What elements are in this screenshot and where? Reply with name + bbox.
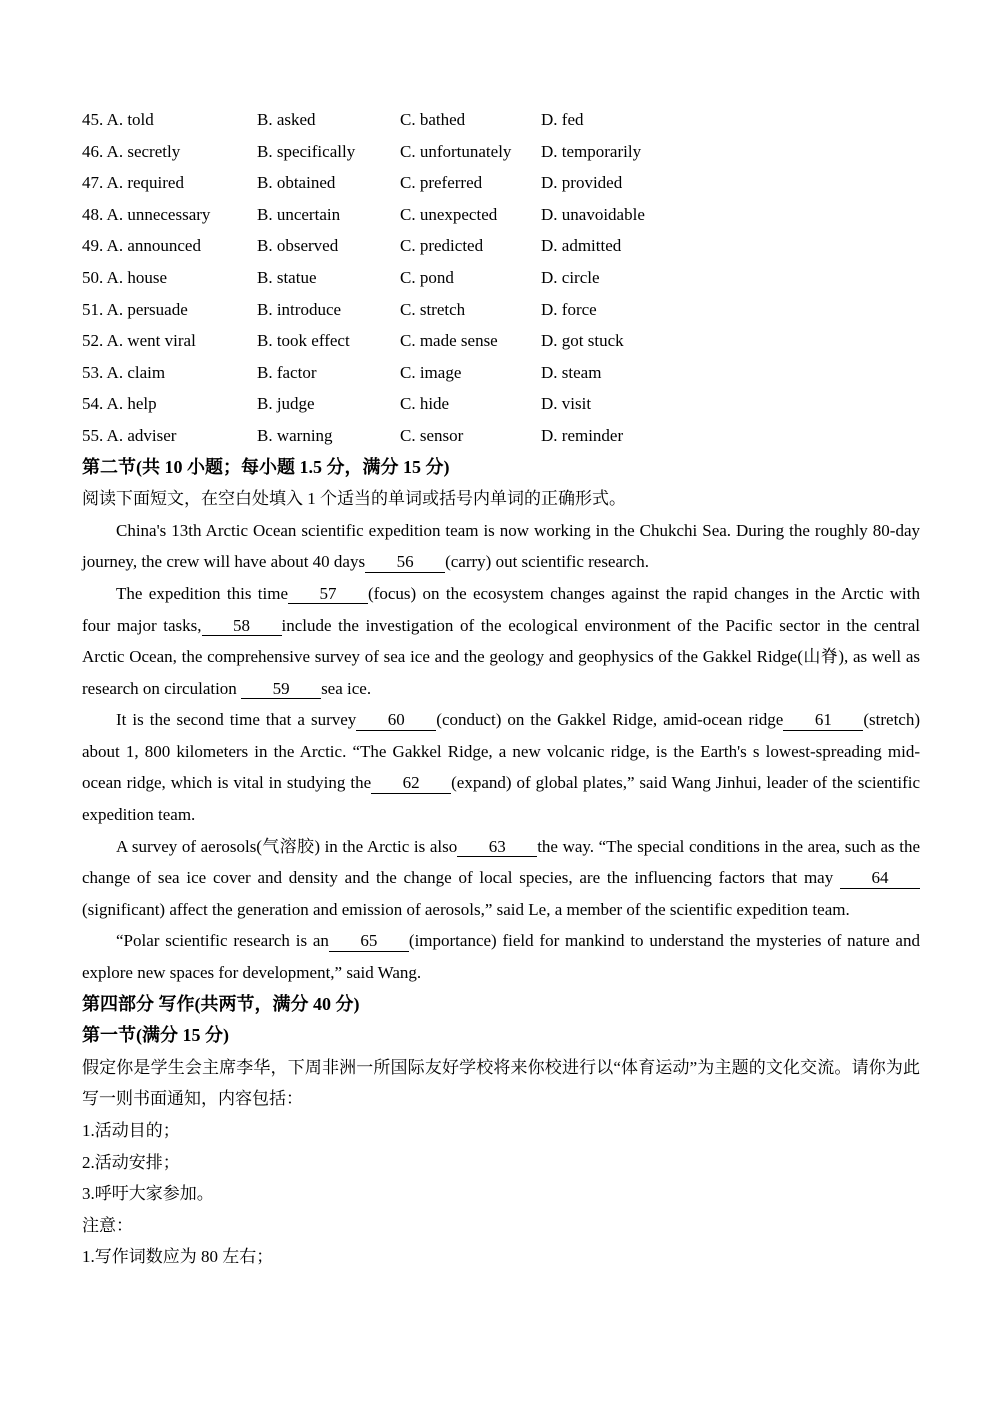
option-cell: B. obtained xyxy=(257,173,336,193)
section2-instruction: 阅读下面短文，在空白处填入 1 个适当的单词或括号内单词的正确形式。 xyxy=(82,489,626,509)
option-cell: C. hide xyxy=(400,394,450,414)
option-cell: C. made sense xyxy=(400,331,498,351)
option-cell: C. image xyxy=(400,362,462,382)
option-row xyxy=(82,104,920,136)
option-cell: D. circle xyxy=(541,267,600,287)
option-row xyxy=(82,325,920,357)
option-cell: 46. A. secretly xyxy=(82,141,181,161)
option-row xyxy=(82,388,920,420)
cloze-blank-64: 64 xyxy=(840,868,920,889)
cloze-blank-56: 56 xyxy=(365,552,445,573)
option-row xyxy=(82,167,920,199)
option-row xyxy=(82,230,920,262)
passage-paragraph: China's 13th Arctic Ocean scientific expedition team is now working in the Chukchi Sea. During the roughly 80-day journey, the crew will have about 40 days 56 (carry) out scientific research. xyxy=(82,520,920,572)
option-cell: 50. A. house xyxy=(82,267,167,287)
content-item-1: 1.活动目的； xyxy=(82,1121,180,1140)
option-cell: B. factor xyxy=(257,362,317,382)
option-row xyxy=(82,136,920,168)
passage-paragraph: “Polar scientific research is an 65 (importance) field for mankind to understand the mysteries of nature and explore new spaces for development,” said Wang. xyxy=(82,931,920,983)
option-cell: B. judge xyxy=(257,394,315,414)
option-cell: B. uncertain xyxy=(257,204,341,224)
option-cell: C. predicted xyxy=(400,236,484,256)
option-row xyxy=(82,420,920,452)
option-cell: D. fed xyxy=(541,110,584,129)
cloze-blank-61: 61 xyxy=(783,710,863,731)
option-cell: C. stretch xyxy=(400,299,466,319)
option-cell: B. warning xyxy=(257,425,333,445)
option-cell: D. got stuck xyxy=(541,331,624,351)
cloze-blank-65: 65 xyxy=(329,931,409,952)
option-cell: B. asked xyxy=(257,110,316,129)
passage-paragraph: It is the second time that a survey 60 (conduct) on the Gakkel Ridge, amid-ocean ridge 61 (stretch) about 1, 800 kilometers in the Arctic. “The Gakkel Ridge, a new volcanic ridge, is the Earth's s lowest-spreading mid-ocean ridge, which is vital in studying the 62 (expand) of global plates,” said Wang Jinhui, leader of the scientific expedition team. xyxy=(82,710,921,825)
cloze-blank-63: 63 xyxy=(457,837,537,858)
cloze-blank-58: 58 xyxy=(202,616,282,637)
option-cell: D. force xyxy=(541,299,597,319)
option-cell: 47. A. required xyxy=(82,173,184,193)
option-cell: C. unfortunately xyxy=(400,141,512,161)
cloze-blank-60: 60 xyxy=(356,710,436,731)
option-cell: 49. A. announced xyxy=(82,236,201,256)
content-item-2: 2.活动安排； xyxy=(82,1152,180,1172)
option-row xyxy=(82,262,920,294)
option-cell: D. reminder xyxy=(541,425,624,445)
option-cell: B. took effect xyxy=(257,331,350,351)
option-cell: D. visit xyxy=(541,394,592,414)
cloze-options-table xyxy=(82,104,920,452)
option-cell: C. sensor xyxy=(400,425,464,445)
content-item-3: 3.呼吁大家参加。 xyxy=(82,1184,214,1204)
option-row xyxy=(82,357,920,389)
option-cell: D. temporarily xyxy=(541,141,642,161)
option-cell: D. unavoidable xyxy=(541,204,645,224)
cloze-passage xyxy=(82,515,920,989)
section2-heading: 第二节(共 10 小题；每小题 1.5 分，满分 15 分) xyxy=(82,456,450,477)
notes-label: 注意： xyxy=(82,1215,133,1235)
option-row xyxy=(82,294,920,326)
option-cell: D. admitted xyxy=(541,236,622,256)
part4-heading: 第四部分 写作(共两节，满分 40 分) xyxy=(82,993,360,1014)
option-cell: B. observed xyxy=(257,236,339,256)
option-row xyxy=(82,199,920,231)
note-item-1: 1.写作词数应为 80 左右； xyxy=(82,1247,274,1267)
option-cell: B. specifically xyxy=(257,141,356,161)
option-cell: B. introduce xyxy=(257,299,342,319)
option-cell: 55. A. adviser xyxy=(82,425,177,445)
option-cell: 51. A. persuade xyxy=(82,299,188,319)
option-cell: C. bathed xyxy=(400,110,466,129)
writing-prompt: 假定你是学生会主席李华，下周非洲一所国际友好学校将来你校进行以“体育运动”为主题的文化交流。请你为此写一则书面通知，内容包括： xyxy=(82,1057,920,1109)
option-cell: 45. A. told xyxy=(82,110,154,129)
passage-paragraph: A survey of aerosols(气溶胶) in the Arctic is also 63 the way. “The special conditions in the area, such as the change of sea ice cover and density and the change of local species, are the influencing factors that may 64(significant) affect the generation and emission of aerosols,” said Le, a member of the scientific expedition team. xyxy=(82,836,920,919)
cloze-blank-62: 62 xyxy=(371,773,451,794)
option-cell: B. statue xyxy=(257,267,317,287)
option-cell: C. preferred xyxy=(400,173,483,193)
option-cell: D. provided xyxy=(541,173,623,193)
cloze-blank-57: 57 xyxy=(288,584,368,605)
option-cell: 52. A. went viral xyxy=(82,331,196,351)
notes-list xyxy=(82,1241,920,1273)
passage-paragraph: The expedition this time 57 (focus) on the ecosystem changes against the rapid changes in the Arctic with four major tasks, 58 include the investigation of the ecological environment of the Pacific sector in the central Arctic Ocean, the comprehensive survey of sea ice and the geology and geophysics of the Gakkel Ridge(山脊), as well as research on circulation 59 sea ice. xyxy=(82,583,920,698)
option-cell: 53. A. claim xyxy=(82,362,166,382)
part4-section1-heading: 第一节(满分 15 分) xyxy=(82,1025,229,1046)
option-cell: D. steam xyxy=(541,362,602,382)
option-cell: 48. A. unnecessary xyxy=(82,204,211,224)
option-cell: C. unexpected xyxy=(400,204,498,224)
writing-content-list xyxy=(82,1115,920,1210)
option-cell: 54. A. help xyxy=(82,394,157,414)
cloze-blank-59: 59 xyxy=(241,679,321,700)
option-cell: C. pond xyxy=(400,267,454,287)
